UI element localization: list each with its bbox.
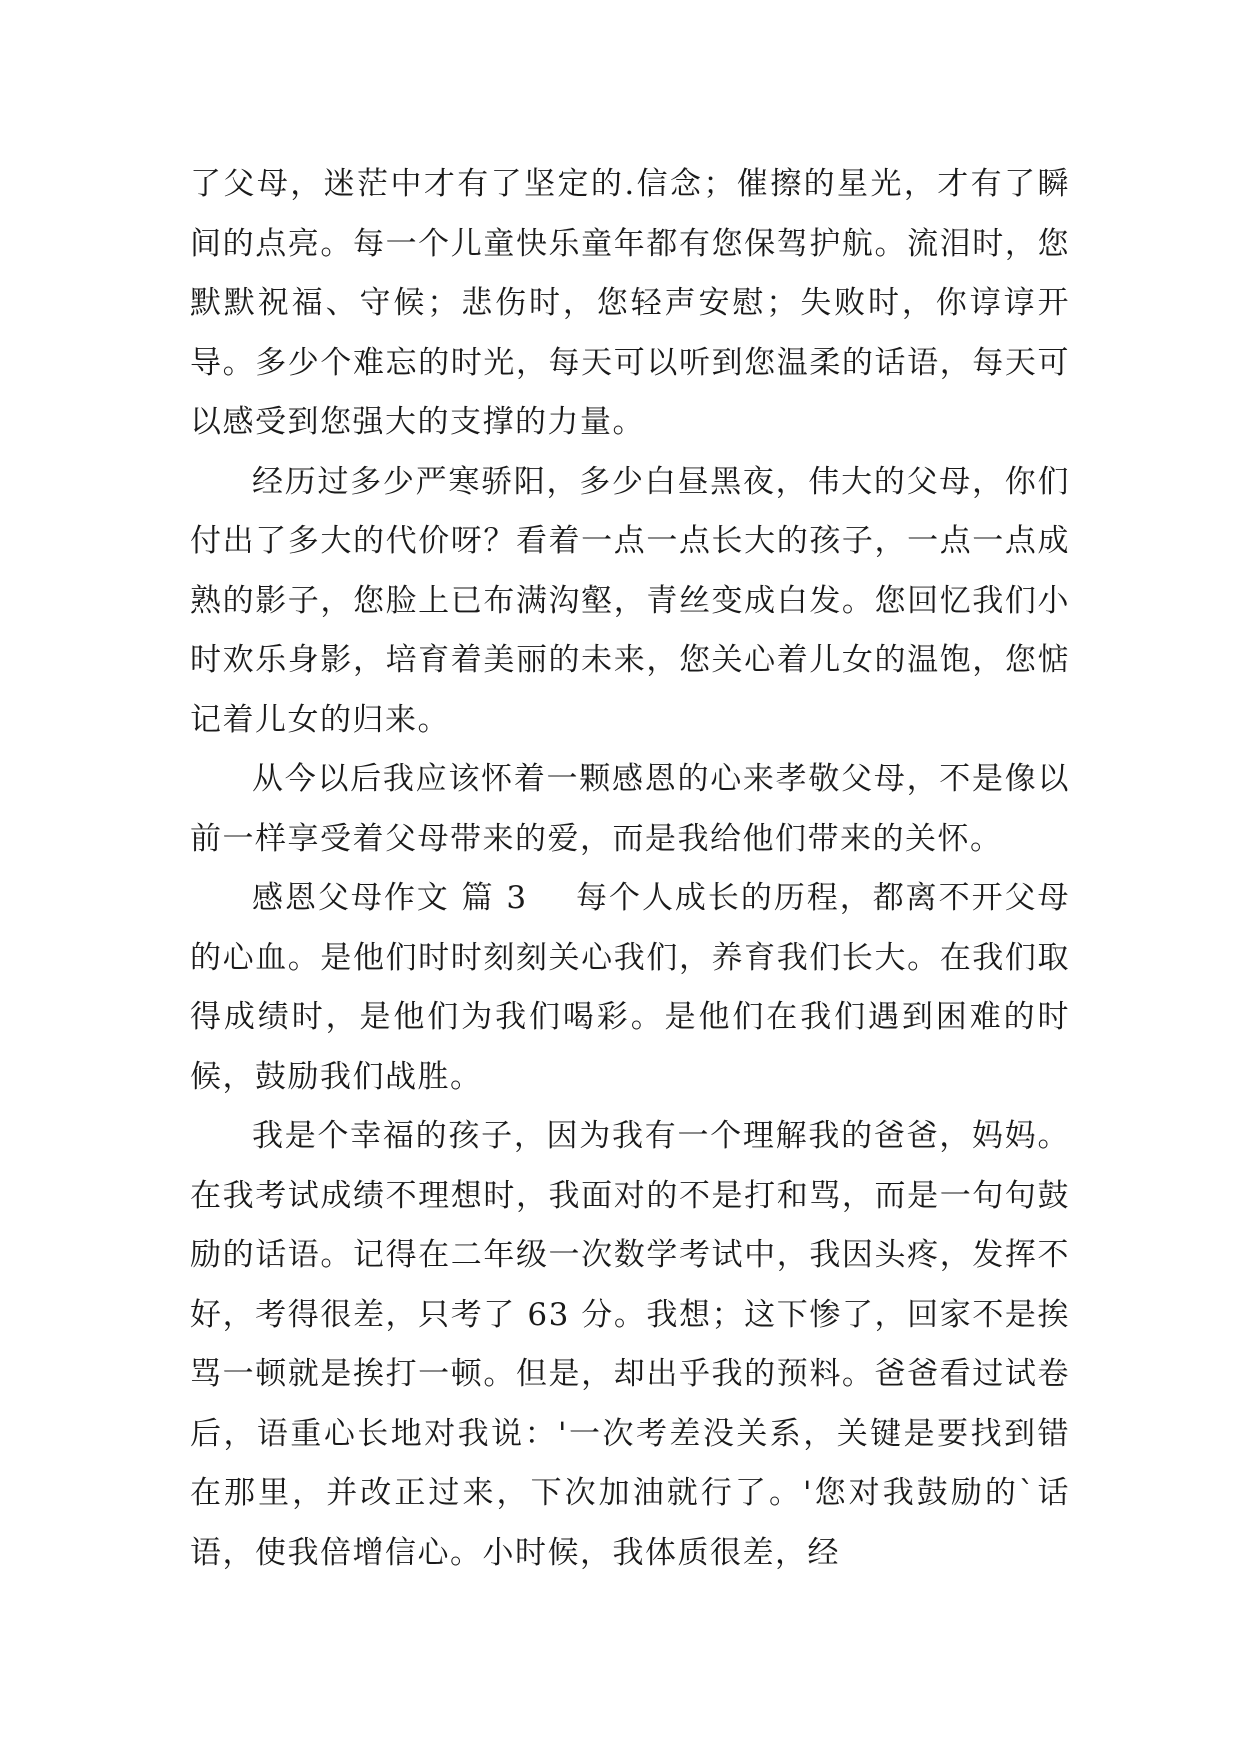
section-heading: 感恩父母作文 篇 3 bbox=[252, 880, 528, 916]
paragraph-2: 经历过多少严寒骄阳，多少白昼黑夜，伟大的父母，你们付出了多大的代价呀？看着一点一点长大的孩子，一点一点成熟的影子，您脸上已布满沟壑，青丝变成白发。您回忆我们小时欢乐身影，培育着美丽的未来，您关心着儿女的温饱，您惦记着儿女的归来。 bbox=[190, 463, 1070, 738]
paragraph-3: 从今以后我应该怀着一颗感恩的心来孝敬父母，不是像以前一样享受着父母带来的爱，而是我给他们带来的关怀。 bbox=[190, 761, 1070, 857]
paragraph-1: 了父母，迷茫中才有了坚定的.信念；催擦的星光，才有了瞬间的点亮。每一个儿童快乐童年都有您保驾护航。流泪时，您默默祝福、守候；悲伤时，您轻声安慰；失败时，你谆谆开导。多少个难忘的时光，每天可以听到您温柔的话语，每天可以感受到您强大的支撑的力量。 bbox=[190, 166, 1070, 440]
document-body bbox=[190, 155, 1070, 1583]
paragraph-4 bbox=[190, 869, 1070, 1107]
paragraph-4-text: 每个人成长的历程，都离不开父母的心血。是他们时时刻刻关心我们，养育我们长大。在我们取得成绩时，是他们为我们喝彩。是他们在我们遇到困难的时候，鼓励我们战胜。 bbox=[190, 880, 1071, 1095]
paragraph-5: 我是个幸福的孩子，因为我有一个理解我的爸爸，妈妈。在我考试成绩不理想时，我面对的不是打和骂，而是一句句鼓励的话语。记得在二年级一次数学考试中，我因头疼，发挥不好，考得很差，只考了 63 分。我想；这下惨了，回家不是挨骂一顿就是挨打一顿。但是，却出乎我的预料。爸爸看过试卷后，语重心长地对我说：'一次考差没关系，关键是要找到错在那里，并改正过来，下次加油就行了。'您对我鼓励的`话语，使我倍增信心。小时候，我体质很差，经 bbox=[190, 1118, 1070, 1571]
